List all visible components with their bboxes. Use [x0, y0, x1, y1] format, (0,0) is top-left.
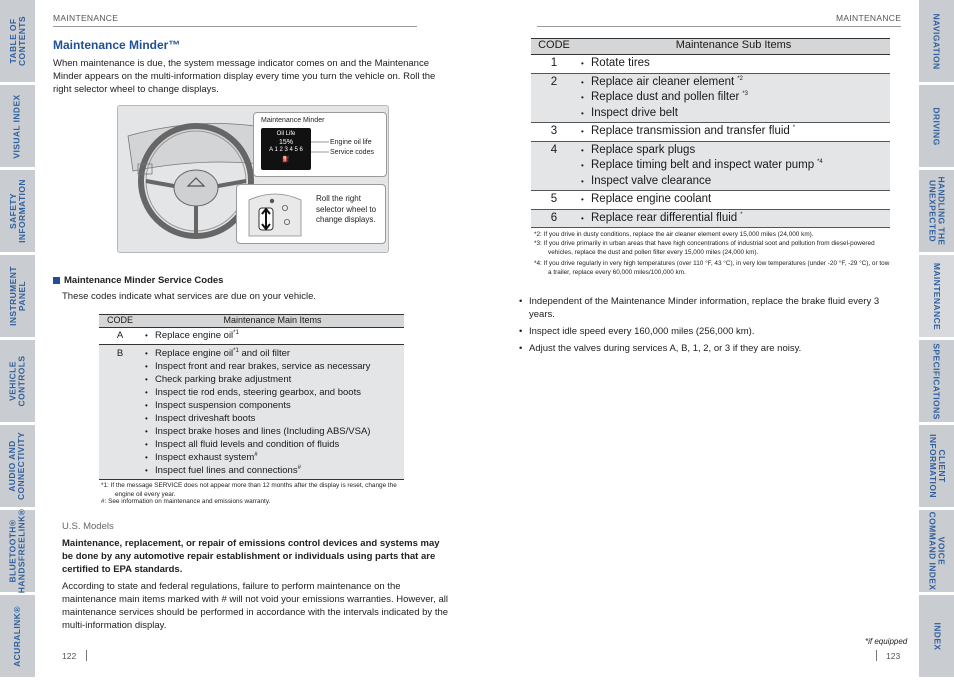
tab-audio-connectivity[interactable]: AUDIO AND CONNECTIVITY [0, 425, 35, 510]
column-header-code: CODE [99, 315, 141, 328]
maintenance-sub-items-table [531, 38, 890, 228]
list-item: • Inspect drive belt [577, 106, 890, 122]
service-codes-intro: These codes indicate what services are due on your vehicle. [62, 291, 316, 302]
bullet-idle-speed: • Inspect idle speed every 160,000 miles (256,000 km). [519, 325, 897, 338]
list-item: • Inspect fuel lines and connections# [141, 464, 404, 477]
page-title: Maintenance Minder™ [53, 38, 181, 52]
tab-table-of-contents[interactable]: TABLE OF CONTENTS [0, 0, 35, 85]
list-item: • Inspect tie rod ends, steering gearbox, and boots [141, 386, 404, 399]
code-cell: A [99, 328, 141, 345]
footnote-1: *1: If the message SERVICE does not appear more than 12 months after the display is reset, change the engine oil every year. [101, 482, 397, 498]
list-item: • Check parking brake adjustment [141, 373, 404, 386]
tab-visual-index[interactable]: VISUAL INDEX [0, 85, 35, 170]
tab-voice-command-index[interactable]: VOICE COMMAND INDEX [919, 510, 954, 595]
list-item: • Rotate tires [577, 56, 890, 72]
items-cell [141, 345, 404, 480]
us-models-label: U.S. Models [62, 521, 114, 532]
code-cell: B [99, 345, 141, 480]
items-cell [577, 73, 890, 123]
footnote-item: *2: If you drive in dusty conditions, replace the air cleaner element every 15,000 miles (24,000 km). [534, 231, 814, 238]
column-header-code: CODE [531, 39, 577, 55]
page-header-left: MAINTENANCE [53, 13, 119, 23]
bullet-adjust-valves: • Adjust the valves during services A, B, 1, 2, or 3 if they are noisy. [519, 342, 897, 355]
page-number-divider-left [86, 650, 87, 661]
emissions-notice-bold: Maintenance, replacement, or repair of emissions control devices and systems may be done by any automotive repair establishment or individuals using parts that are certified to EPA standards. [62, 538, 440, 575]
items-cell [577, 191, 890, 210]
code-cell: 5 [531, 191, 577, 210]
table-row [99, 328, 404, 345]
service-codes-heading-text: Maintenance Minder Service Codes [64, 275, 224, 286]
tab-specifications[interactable]: SPECIFICATIONS [919, 340, 954, 425]
code-cell: 6 [531, 209, 577, 228]
list-item: • Inspect brake hoses and lines (Including ABS/VSA) [141, 425, 404, 438]
tab-maintenance[interactable]: MAINTENANCE [919, 255, 954, 340]
service-codes-heading [53, 275, 223, 286]
list-item: • Replace dust and pollen filter $^{*3}$ [577, 90, 890, 106]
list-item: • Replace transmission and transfer fluid * [577, 124, 890, 140]
tab-handling-unexpected[interactable]: HANDLING THE UNEXPECTED [919, 170, 954, 255]
display-service-codes: A 1 2 3 4 5 6 [269, 147, 303, 153]
list-item: • Replace engine oil$^{*1}$ [141, 329, 404, 342]
list-item: • Inspect driveshaft boots [141, 412, 404, 425]
bullet-brake-fluid: • Independent of the Maintenance Minder information, replace the brake fluid every 3 years. [519, 295, 897, 321]
list-item: • Inspect suspension components [141, 399, 404, 412]
items-cell [577, 141, 890, 191]
tab-vehicle-controls[interactable]: VEHICLE CONTROLS [0, 340, 35, 425]
list-item: • Replace air cleaner element $^{*2}$ [577, 75, 890, 91]
code-cell: 3 [531, 123, 577, 142]
left-section-tabs [0, 0, 35, 680]
table-row [531, 123, 890, 142]
page-number-divider-right [876, 650, 877, 661]
code-cell: 1 [531, 55, 577, 74]
table-row [531, 73, 890, 123]
footnote-item: *3: If you drive primarily in urban areas that have high concentrations of industrial soot and pollution from diesel-powered vehicles, replace the dust and pollen filter every 15,000 miles (24,000 km). [534, 240, 875, 256]
callout-leader-lines [311, 136, 331, 156]
page-number-right: 123 [886, 651, 901, 661]
tab-safety-information[interactable]: SAFETY INFORMATION [0, 170, 35, 255]
footnote-item: *4: If you drive regularly in very high temperatures (over 110 °F, 43 °C), in very low temperatures (under -20 °F, -29 °C), or tow a trailer, replace every 60,000 miles/100,000 km. [534, 260, 890, 276]
column-header-main-items: Maintenance Main Items [141, 315, 404, 328]
label-service-codes: Service codes [330, 149, 374, 156]
callout-title: Maintenance Minder [261, 117, 325, 124]
column-header-sub-items: Maintenance Sub Items [577, 39, 890, 55]
list-item: • Replace spark plugs [577, 143, 890, 159]
header-divider-left [53, 26, 417, 27]
table-row [99, 345, 404, 480]
list-item: • Inspect front and rear brakes, service as necessary [141, 360, 404, 373]
label-engine-oil-life: Engine oil life [330, 139, 372, 146]
display-oil-life-value: 15% [278, 139, 293, 146]
maintenance-main-items-table [99, 314, 404, 480]
list-item: • Replace engine oil$^{*1}$ and oil filter [141, 347, 404, 360]
tab-navigation[interactable]: NAVIGATION [919, 0, 954, 85]
list-item: • Replace rear differential fluid * [577, 211, 890, 227]
tab-client-information[interactable]: CLIENT INFORMATION [919, 425, 954, 510]
table-row [531, 191, 890, 210]
page-number-left: 122 [62, 651, 77, 661]
items-cell [141, 328, 404, 345]
items-cell [577, 209, 890, 228]
intro-paragraph: When maintenance is due, the system message indicator comes on and the Maintenance Minder appears on the multi-information display every time you turn the vehicle on. Roll the right selector wheel to change displays. [53, 58, 436, 95]
right-section-tabs [919, 0, 954, 680]
tab-acuralink[interactable]: ACURALINK® [0, 595, 35, 680]
tab-index[interactable]: INDEX [919, 595, 954, 680]
footnote-hash: #: See information on maintenance and emissions warranty. [101, 498, 271, 505]
display-oil-life-label: Oil Life [276, 131, 296, 137]
table-row [531, 209, 890, 228]
multi-information-display [261, 128, 311, 170]
list-item: • Replace timing belt and inspect water pump $^{*4}$ [577, 158, 890, 174]
table-row [531, 141, 890, 191]
if-equipped-note: *if equipped [865, 637, 908, 646]
table-row [531, 55, 890, 74]
list-item: • Replace engine coolant [577, 192, 890, 208]
section-marker-icon [53, 277, 60, 284]
page-header-right: MAINTENANCE [836, 13, 902, 23]
tab-driving[interactable]: DRIVING [919, 85, 954, 170]
label-selector-wheel: Roll the right selector wheel to change displays. [316, 194, 377, 224]
oil-can-icon: ⛽ [282, 157, 290, 163]
emissions-notice-text: According to state and federal regulations, failure to perform maintenance on the maintenance main items marked with # will not void your emissions warranties. However, all maintenance services should be performed in accordance with the intervals indicated by the multi-information display. [62, 581, 449, 631]
tab-instrument-panel[interactable]: INSTRUMENT PANEL [0, 255, 35, 340]
selector-wheel-icon [245, 192, 305, 240]
list-item: • Inspect exhaust system# [141, 451, 404, 464]
items-cell [577, 55, 890, 74]
list-item: • Inspect all fluid levels and condition of fluids [141, 438, 404, 451]
tab-bluetooth-handsfreelink[interactable]: BLUETOOTH® HANDSFREELINK® [0, 510, 35, 595]
items-cell [577, 123, 890, 142]
header-divider-right [537, 26, 901, 27]
code-cell: 2 [531, 73, 577, 123]
code-cell: 4 [531, 141, 577, 191]
list-item: • Inspect valve clearance [577, 174, 890, 190]
